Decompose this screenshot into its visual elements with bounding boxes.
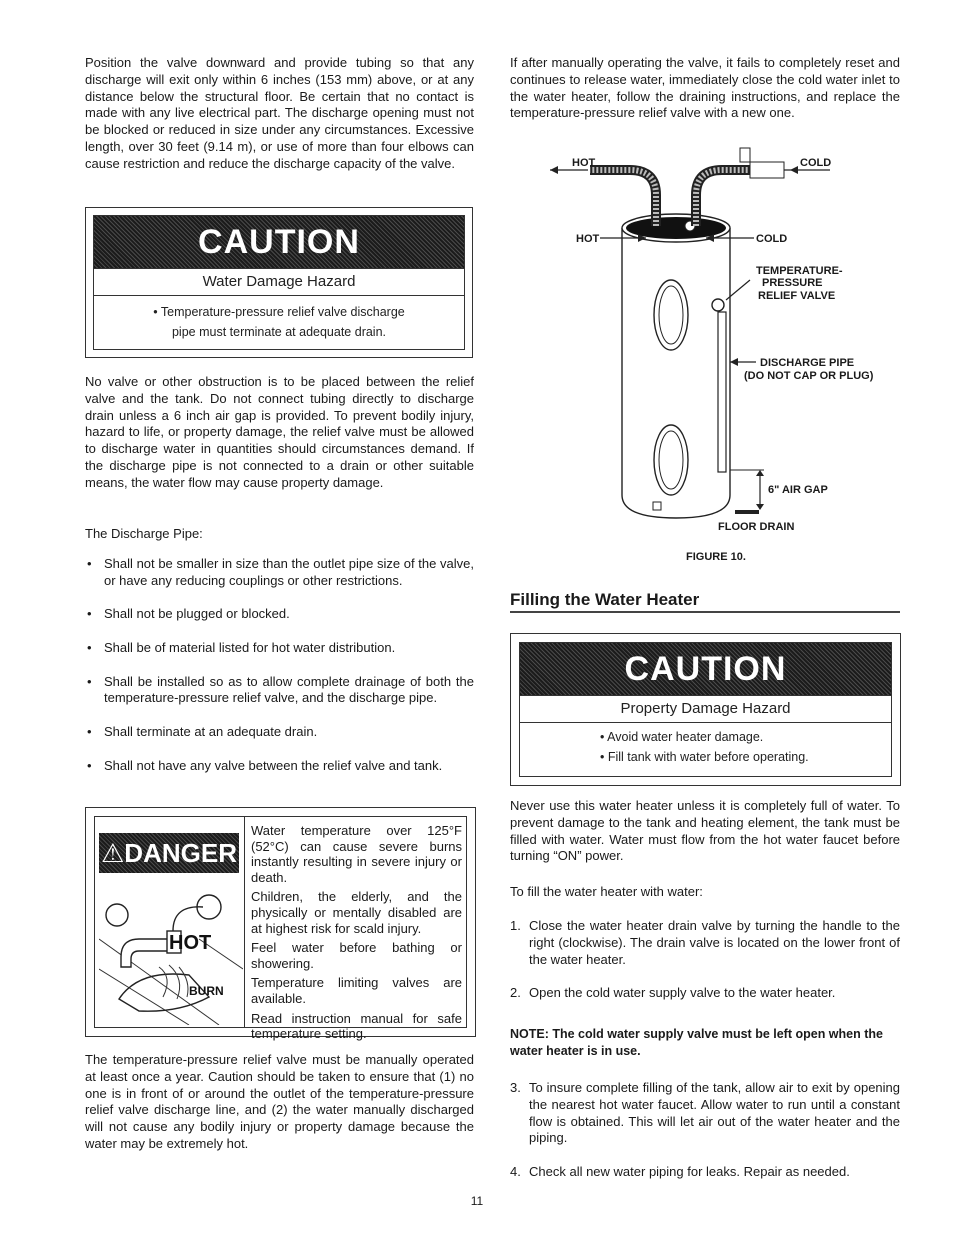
caution-banner: CAUTION xyxy=(520,643,891,695)
caution-inner-frame xyxy=(519,642,892,777)
caution-message xyxy=(600,727,891,767)
cold-top-label: COLD xyxy=(800,157,832,169)
fill-intro: To fill the water heater with water: xyxy=(510,884,703,899)
list-item: 2. Open the cold water supply valve to the water heater. xyxy=(510,985,836,1001)
list-item: • Shall not have any valve between the relief valve and tank. xyxy=(85,758,474,775)
tpr-valve-label-line: RELIEF VALVE xyxy=(758,290,836,302)
list-item: • Shall not be smaller in size than the outlet pipe size of the valve, or have any reducing couplings or other restrictions. xyxy=(85,556,474,590)
caution-subtitle: Water Damage Hazard xyxy=(94,268,464,296)
danger-divider xyxy=(244,817,245,1027)
section-title: Filling the Water Heater xyxy=(510,590,700,609)
danger-text-block xyxy=(251,823,462,1046)
discharge-pipe-label-line: DISCHARGE PIPE xyxy=(760,357,855,369)
list-item: • Shall terminate at an adequate drain. xyxy=(85,724,474,741)
water-heater-figure xyxy=(550,140,900,540)
burn-word: BURN xyxy=(189,984,224,998)
list-item: • Shall be installed so as to allow complete drainage of both the temperature-pressure relief valve, and the discharge pipe. xyxy=(85,674,474,708)
danger-text: Children, the elderly, and the physically or mentally disabled are at highest risk for scald injury. xyxy=(251,889,462,936)
caution-message-line: • Temperature-pressure relief valve discharge xyxy=(153,305,405,319)
discharge-pipe-list xyxy=(85,556,474,791)
no-valve-paragraph: No valve or other obstruction is to be placed between the relief valve and the tank. Do not connect tubing directly to discharge drain unless a 6 inch air gap is provided. To prevent bodily injury, hazard to life, or property damage, the relief valve must be allowed to discharge water in quantities should circumstances demand. If the discharge pipe is not connected to a drain or other suitable means, the water flow may cause property damage. xyxy=(85,374,474,490)
fill-steps-list-continued xyxy=(510,1080,900,1181)
valve-reset-paragraph: If after manually operating the valve, it fails to completely reset and continues to release water, immediately close the cold water inlet to the water heater, follow the draining instructions, and replace the temperature-pressure relief valve with a new one. xyxy=(510,55,900,121)
manual-operation-paragraph: The temperature-pressure relief valve must be manually operated at least once a year. Caution should be taken to ensure that (1) no one is in front of or around the outlet of the temperature-pressure relief valve discharge line, and (2) the water manually discharged will not cause any bodily injury or property damage because the water may be extremely hot. xyxy=(85,1052,474,1151)
caution-banner: CAUTION xyxy=(94,216,464,268)
air-gap-label: 6" AIR GAP xyxy=(768,484,828,496)
caution-message-line: pipe must terminate at adequate drain. xyxy=(171,325,387,339)
list-item: • Shall be of material listed for hot water distribution. xyxy=(85,640,474,657)
floor-drain-label: FLOOR DRAIN xyxy=(718,521,795,533)
tpr-valve-label-line: TEMPERATURE- xyxy=(756,265,843,277)
danger-scald-box xyxy=(85,807,476,1042)
caution-inner-frame xyxy=(93,215,465,350)
danger-banner: ⚠DANGER xyxy=(99,833,239,873)
hot-top-label: HOT xyxy=(572,157,596,169)
list-item: 3. To insure complete filling of the tank, allow air to exit by opening the nearest hot water faucet. Allow water to run until a constant flow is obtained. This will let air out of the water heater and the piping. xyxy=(510,1080,900,1146)
list-item: 1. Close the water heater drain valve by turning the handle to the right (clockwise). The drain valve is located on the lower front of the water heater. xyxy=(510,918,900,967)
caution-message-line: • Fill tank with water before operating. xyxy=(600,750,809,764)
hot-word: HOT xyxy=(169,932,212,954)
danger-text: Feel water before bathing or showering. xyxy=(251,940,462,971)
cold-side-label: COLD xyxy=(756,233,788,245)
section-rule xyxy=(510,611,900,613)
list-item: 4. Check all new water piping for leaks. Repair as needed. xyxy=(510,1164,850,1180)
figure-caption: FIGURE 10. xyxy=(686,551,746,563)
danger-inner-frame xyxy=(94,816,467,1042)
scald-hand-illustration xyxy=(99,879,243,1025)
tpr-valve-label-line: PRESSURE xyxy=(762,277,823,289)
discharge-pipe-label-line: (DO NOT CAP OR PLUG) xyxy=(744,370,874,382)
caution-message-line: • Avoid water heater damage. xyxy=(600,730,764,744)
fill-steps-list xyxy=(510,918,900,1002)
never-use-paragraph: Never use this water heater unless it is completely full of water. To prevent damage to the tank and heating element, the tank must be filled with water. Water must flow from the hot water faucet before turning “ON” power. xyxy=(510,798,900,864)
note-text: NOTE: The cold water supply valve must be left open when the water heater is in use. xyxy=(510,1027,883,1058)
list-item: • Shall not be plugged or blocked. xyxy=(85,606,474,623)
danger-text: Read instruction manual for safe temperature setting. xyxy=(251,1010,462,1042)
danger-text: Temperature limiting valves are available. xyxy=(251,975,462,1006)
danger-text: Water temperature over 125°F (52°C) can cause severe burns instantly resulting in severe injury or death. xyxy=(251,823,462,885)
page-number: 11 xyxy=(470,1194,484,1208)
valve-position-paragraph: Position the valve downward and provide tubing so that any discharge will exit only within 6 inches (153 mm) above, or at any distance below the structural floor. Be certain that no contact is made with any live electrical part. The discharge opening must not be blocked or reduced in size under any circumstances. Excessive length, over 30 feet (9.14 m), or use of more than four elbows can cause restriction and reduce the discharge capacity of the valve. xyxy=(85,55,474,171)
caution-water-damage-box xyxy=(85,207,473,358)
caution-property-damage-box xyxy=(510,633,901,786)
caution-subtitle: Property Damage Hazard xyxy=(520,695,891,723)
discharge-pipe-intro: The Discharge Pipe: xyxy=(85,526,203,541)
caution-message xyxy=(94,302,464,342)
hot-side-label: HOT xyxy=(576,233,600,245)
